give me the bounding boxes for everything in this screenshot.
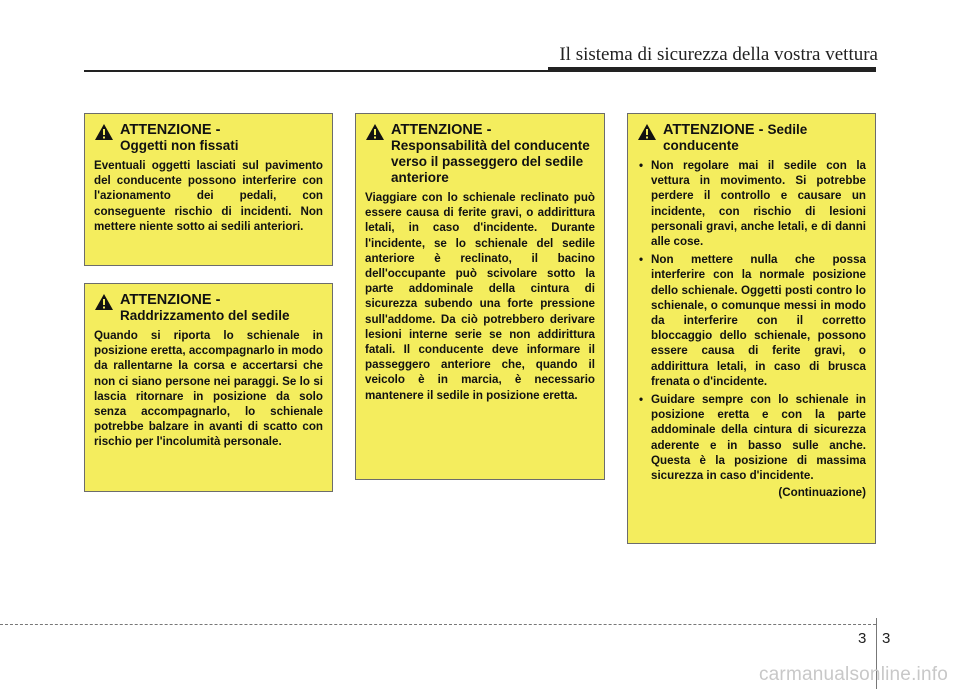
warning-triangle-icon xyxy=(365,123,385,141)
warning-header xyxy=(94,122,323,154)
warning-subtitle: Responsabilità del conducente verso il passeggero del sedile anteriore xyxy=(391,138,590,185)
warning-box-driver-seat xyxy=(627,113,876,544)
warning-subtitle: Raddrizzamento del sedile xyxy=(120,308,290,323)
warning-label: ATTENZIONE - xyxy=(391,122,492,138)
warning-triangle-icon xyxy=(94,293,114,311)
warning-subtitle: Oggetti non fissati xyxy=(120,138,239,153)
warning-subtitle: conducente xyxy=(663,138,739,153)
warning-triangle-icon xyxy=(94,123,114,141)
list-item: • Guidare sempre con lo schienale in posizione eretta e con la parte addominale della cintura di sicurezza aderente e in basso sulle anche. Questa è la posizione di massima sicurezza in caso d'incidente. xyxy=(637,392,866,483)
page-header-title: Il sistema di sicurezza della vostra vettura xyxy=(559,44,878,65)
footer-rule xyxy=(0,624,876,625)
warning-label: ATTENZIONE - xyxy=(120,122,221,138)
warning-header xyxy=(637,122,866,154)
page-chapter-number: 3 xyxy=(858,630,867,647)
warning-header xyxy=(94,292,323,324)
warning-label: ATTENZIONE - xyxy=(120,292,221,308)
page-number: 3 xyxy=(882,630,891,647)
list-item: • Non mettere nulla che possa interferire con la normale posizione dello schienale. Oggetti posti contro lo schienale, o comunque messi in modo da interferire con il corretto bloccaggio dello schienale, possono essere causa di ferite gravi, o addirittura letali, in caso di brusca frenata o d'incidente. xyxy=(637,252,866,389)
warning-body: Quando si riporta lo schienale in posizione eretta, accompagnarlo in modo da rallentarne la corsa e accertarsi che non ci siano persone nei paraggi. Se lo si lascia ritornare in posizione da solo senza accompagnarlo, lo schienale potrebbe balzare in avanti di scatto con rischio per l'incolumità personale. xyxy=(94,329,323,449)
warning-body: Eventuali oggetti lasciati sul pavimento del conducente possono interferire con l'azionamento dei pedali, con conseguente rischio di incidenti. Non mettere niente sotto ai sedili anteriori. xyxy=(94,159,323,233)
warning-subtitle-inline: Sedile xyxy=(767,122,808,137)
header-rule-thick xyxy=(548,67,876,72)
warning-bullet-list xyxy=(637,158,866,483)
warning-body: Viaggiare con lo schienale reclinato può essere causa di ferite gravi, o addirittura letali, in caso d'incidente. Durante l'incidente, se lo schienale del sedile anteriore è reclinato, il bacino dell'occupante può scivolare sotto la parte addominale della cintura di sicurezza subendo una forte pressione sull'addome. Da ciò potrebbero derivare lesioni interne serie se non addirittura fatali. Il conducente deve informare il passeggero anteriore che, quando il veicolo è in marcia, è necessario mantenere il sedile in posizione eretta. xyxy=(365,191,595,402)
warning-triangle-icon xyxy=(637,123,657,141)
warning-box-unsecured-objects xyxy=(84,113,333,266)
warning-box-driver-responsibility xyxy=(355,113,605,480)
warning-label: ATTENZIONE - xyxy=(663,122,764,138)
warning-header xyxy=(365,122,595,186)
watermark: carmanualsonline.info xyxy=(758,664,948,685)
warning-box-seat-upright xyxy=(84,283,333,492)
warning-label-line xyxy=(663,122,866,138)
list-item: • Non regolare mai il sedile con la vettura in movimento. Si potrebbe perdere il controllo e causare un incidente, con rischio di lesioni personali gravi, anche letali, e di danni alle cose. xyxy=(637,158,866,249)
continuation-note: (Continuazione) xyxy=(778,486,866,500)
